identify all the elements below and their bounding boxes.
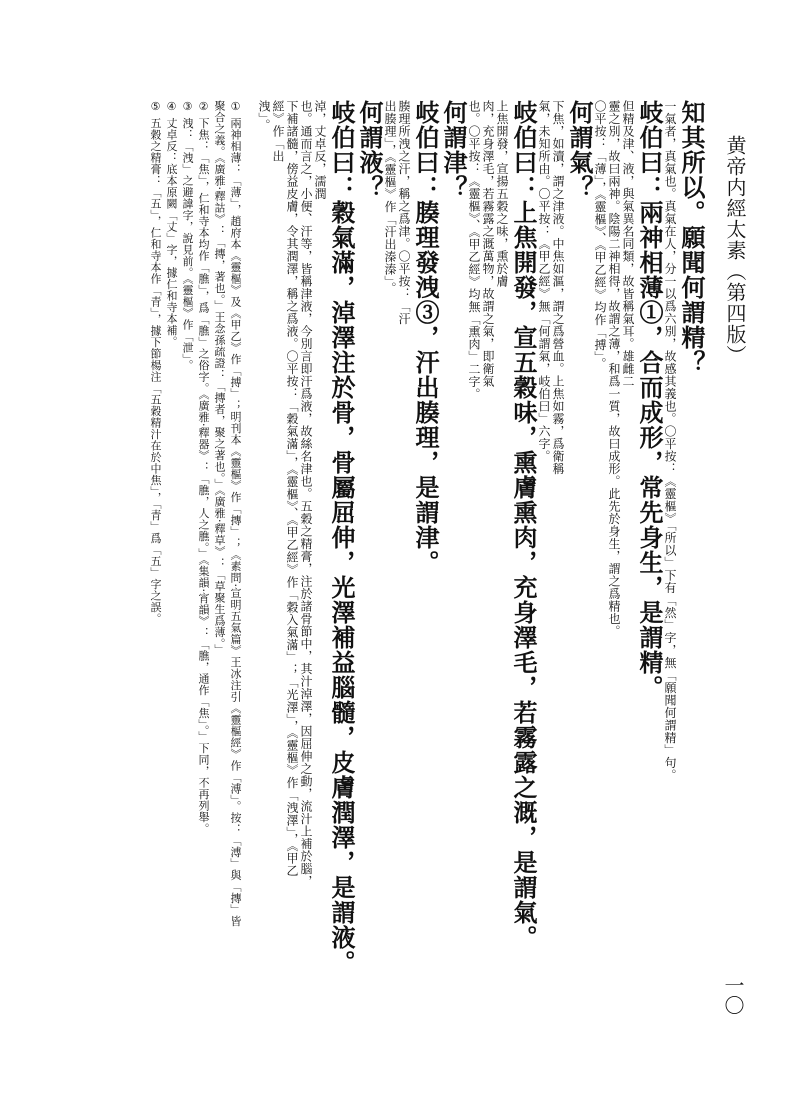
commentary-line: 〇平按：「薄」，《靈樞》、《甲乙經》均作「搏」。 [593, 100, 607, 370]
answer-line: 岐伯曰：兩神相薄①，合而成形，常先身生，是謂精。 [635, 100, 664, 700]
commentary-line: 下補諸髓，傍益皮膚，令其潤澤，稱之爲液。〇平按：「穀氣滿」，《靈樞》、《甲乙經》作「穀入氣滿」；「光澤」，《靈樞》作「洩澤」，《甲乙 [285, 100, 299, 877]
answer-line: 岐伯曰：穀氣滿，淖澤注於骨，骨屬屈伸，光澤補益腦髓，皮膚潤澤，是謂液。 [327, 100, 356, 975]
commentary-line: 一氣者，真氣也。真氣在人，分一以爲六別，故感其義也。〇平按：《靈樞》「所以」下有「然」字，無「願聞何謂精」句。 [663, 100, 677, 782]
question-line: 知其所以。願聞何謂精？ [677, 100, 706, 375]
commentary-line: 經》作「出 [271, 100, 285, 163]
question-line: 何謂液？ [355, 100, 384, 200]
footnote: ④ 丈卓反：底本原闕「丈」字，據仁和寺本補。 [165, 100, 178, 348]
running-head-title: 黄帝内經太素（第四版） [723, 135, 747, 366]
commentary-line: 也。通而言之，小便、汗等，皆稱津液，今別言即汗爲液，故絲名津也。五穀之精膏，注於諸骨節中，其汁淖澤，因屈伸之動，流汁上補於腦， [299, 100, 313, 888]
question-line: 何謂津？ [439, 100, 468, 200]
commentary-line: 上焦開發，宣揚五穀之味，熏於膚 [495, 100, 509, 288]
answer-line: 岐伯曰：上焦開發，宣五穀味，熏膚熏肉，充身澤毛，若霧露之溉，是謂氣。 [509, 100, 538, 950]
page-number: 一〇 [721, 975, 745, 1015]
footnote: ① 兩神相薄：「薄」，趙府本《靈樞》及《甲乙》作「搏」；明刊本《靈樞》作「摶」；《素問·宣明五氣篇》王冰注引《靈樞經》作「溥」。按：「溥」與「摶」皆 [229, 100, 242, 927]
commentary-line: 但精及津、液，與氣異名同類，故皆稱氣耳。雄雌二 [621, 100, 635, 388]
footnote: ③ 洩：「洩」之避諱字，說見前。《靈樞》作「泄」。 [181, 100, 194, 371]
footnote: 聚合之義。《廣雅·釋詁》：「摶，著也。」王念孫疏證：「摶者，聚之著也。」《廣雅·釋草》：「草聚生爲薄。」 [213, 100, 226, 656]
text-columns [50, 100, 705, 1020]
commentary-line: 肉，充身澤毛，若霧露之溉萬物，故謂之氣，即衛氣 [481, 100, 495, 388]
commentary-line: 腠理所洩之汗，稱之爲津。〇平按：「汗 [397, 100, 411, 325]
commentary-line: 出腠理」，《靈樞》作「汗出溱溱」。 [383, 100, 397, 295]
commentary-line: 洩」。 [257, 100, 271, 132]
answer-line: 岐伯曰：腠理發洩③，汗出腠理，是謂津。 [411, 100, 440, 575]
question-line: 何謂氣？ [565, 100, 594, 200]
footnote: ② 下焦：「焦」，仁和寺本均作「膲」，爲「膲」之俗字。《廣雅·釋器》：「膲，人之膲。」《集韻·宵韻》：「膲，通作「焦」。」下同，不再列舉。 [197, 100, 210, 835]
commentary-line: 也。〇平按：《靈樞》、《甲乙經》均無「熏肉」二字。 [467, 100, 481, 401]
footnote: ⑤ 五穀之精膏：「五」，仁和寺本作「青」，據下節楊注「五穀精汁在於中焦」，「青」爲「五」字之誤。 [149, 100, 162, 625]
commentary-line: 淖，丈卓反，濡潤 [313, 100, 327, 200]
commentary-line: 氣，未知所由。〇平按：《甲乙經》無「何謂氣，岐伯曰」六字。 [537, 100, 551, 463]
commentary-line: 靈之別，故曰兩神。陰陽二神相得，故謂之薄，和爲一質，故曰成形。此先於身生，謂之爲精也。 [607, 100, 621, 638]
commentary-line: 下焦，如瀆，謂之津液。中焦如漚，謂之爲營血。上焦如霧，爲衛稱 [551, 100, 565, 475]
